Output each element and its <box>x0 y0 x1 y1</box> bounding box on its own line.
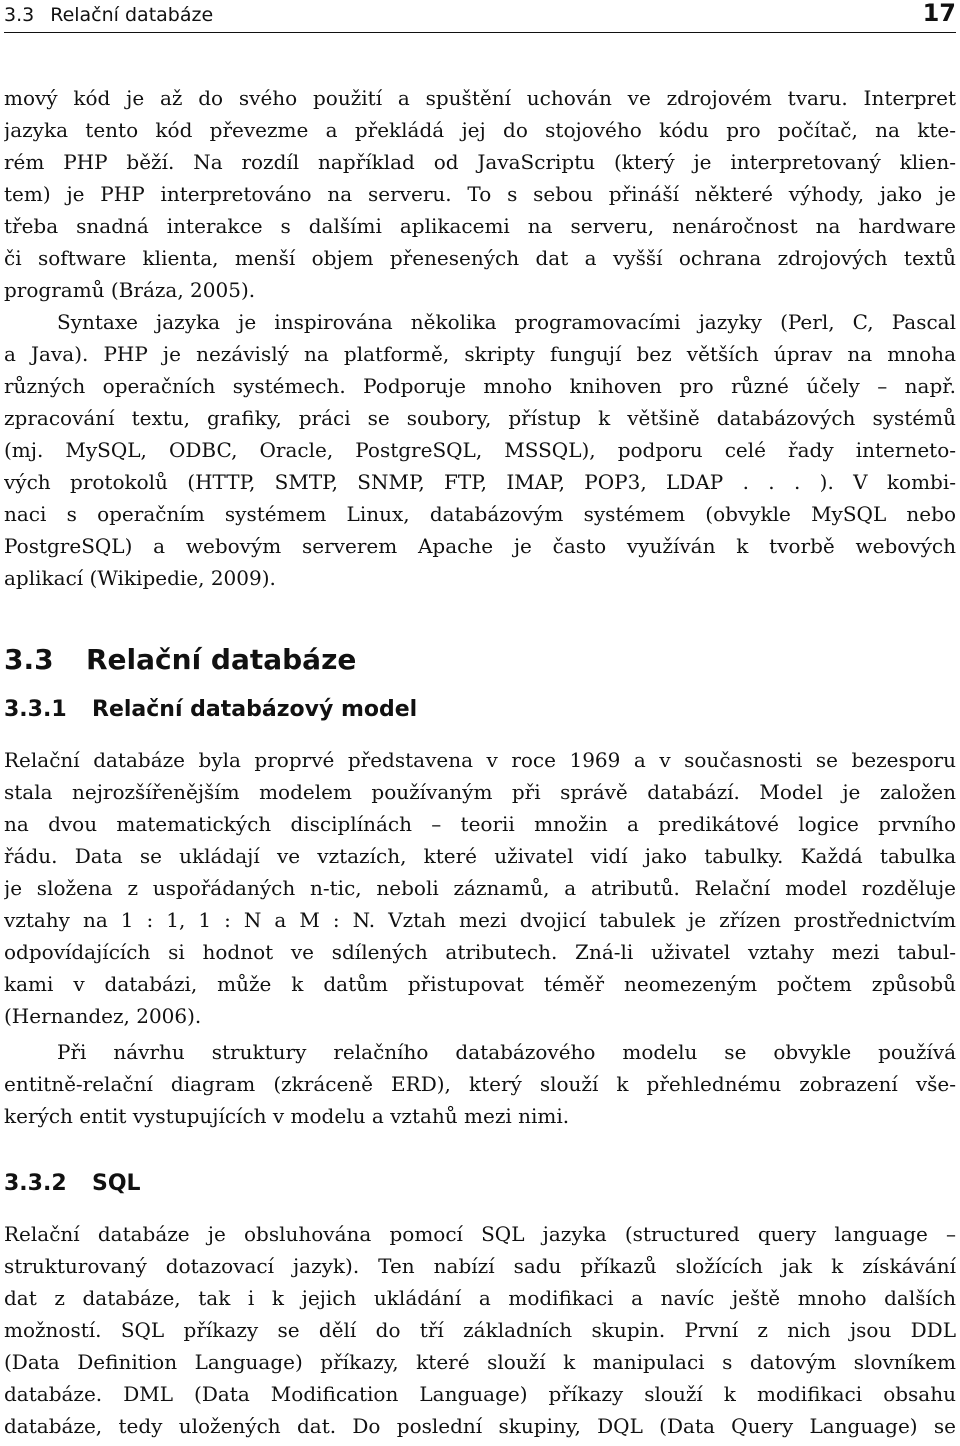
paragraph-line: mový kód je až do svého použití a spuštění uchován ve zdrojovém tvaru. Interpret <box>4 86 956 110</box>
paragraph-line: Relační databáze je obsluhována pomocí SQL jazyka (structured query language – <box>4 1222 956 1246</box>
paragraph-line: vých protokolů (HTTP, SMTP, SNMP, FTP, IMAP, POP3, LDAP . . . ). V kombi- <box>4 470 956 494</box>
paragraph-line: je složena z uspořádaných n-tic, neboli záznamů, a atributů. Relační model rozděluje <box>4 876 956 900</box>
section-title: Relační databáze <box>86 643 357 676</box>
section-heading <box>4 638 956 682</box>
paragraph-line: databáze, tedy uložených dat. Do poslední skupiny, DQL (Data Query Language) se <box>4 1414 956 1438</box>
paragraph-line: (Hernandez, 2006). <box>4 1004 202 1028</box>
paragraph-line: naci s operačním systémem Linux, databázovým systémem (obvykle MySQL nebo <box>4 502 956 526</box>
subsection-number: 3.3.1 <box>4 697 67 722</box>
paragraph-line: stala nejrozšířenějším modelem používaným při správě databází. Model je založen <box>4 780 956 804</box>
running-header-section-number: 3.3 <box>4 4 35 26</box>
paragraph-line: databáze. DML (Data Modification Language) příkazy slouží k modifikaci obsahu <box>4 1382 956 1406</box>
running-header-section-title: Relační databáze <box>50 4 214 26</box>
running-header <box>4 2 956 33</box>
paragraph-line: řádu. Data se ukládají ve vztazích, které uživatel vidí jako tabulky. Každá tabulka <box>4 844 956 868</box>
paragraph-line: třeba snadná interakce s dalšími aplikacemi na serveru, nenáročnost na hardware <box>4 214 956 238</box>
paragraph-line: strukturovaný dotazovací jazyk). Ten nabízí sadu příkazů složících jak k získávání <box>4 1254 956 1278</box>
paragraph-line: Relační databáze byla proprvé představena v roce 1969 a v současnosti se bezesporu <box>4 748 956 772</box>
paragraph-line: Při návrhu struktury relačního databázového modelu se obvykle používá <box>57 1040 956 1064</box>
paragraph-line: na dvou matematických disciplínách – teorii množin a predikátové logice prvního <box>4 812 956 836</box>
paragraph-line: kami v databázi, může k datům přistupovat téměř neomezeným počtem způsobů <box>4 972 956 996</box>
paragraph-line: rém PHP běží. Na rozdíl například od JavaScriptu (který je interpretovaný klien- <box>4 150 956 174</box>
paragraph-line: zpracování textu, grafiky, práci se soubory, přístup k většině databázových systémů <box>4 406 956 430</box>
paragraph-line: různých operačních systémech. Podporuje mnoho knihoven pro různé účely – např. <box>4 374 956 398</box>
paragraph-line: PostgreSQL) a webovým serverem Apache je často využíván k tvorbě webových <box>4 534 956 558</box>
paragraph-line: (mj. MySQL, ODBC, Oracle, PostgreSQL, MSSQL), podporu celé řady interneto- <box>4 438 956 462</box>
section-number: 3.3 <box>4 643 54 676</box>
paragraph-line: tem) je PHP interpretováno na serveru. To s sebou přináší některé výhody, jako je <box>4 182 956 206</box>
paragraph-line: možností. SQL příkazy se dělí do tří základních skupin. První z nich jsou DDL <box>4 1318 956 1342</box>
subsection-title: Relační databázový model <box>92 697 418 722</box>
paragraph-line: či software klienta, menší objem přenesených dat a vyšší ochrana zdrojových textů <box>4 246 956 270</box>
running-header-section <box>4 2 213 28</box>
subsection-heading <box>4 1168 956 1200</box>
paragraph-line: programů (Bráza, 2005). <box>4 278 256 302</box>
paragraph-line: a Java). PHP je nezávislý na platformě, skripty fungují bez větších úprav na mnoha <box>4 342 956 366</box>
paragraph-line: odpovídajících si hodnot ve sdílených atributech. Zná-li uživatel vztahy mezi tabul- <box>4 940 956 964</box>
paragraph-line: Syntaxe jazyka je inspirována několika programovacími jazyky (Perl, C, Pascal <box>57 310 956 334</box>
paragraph-line: (Data Definition Language) příkazy, které slouží k manipulaci s datovým slovníkem <box>4 1350 956 1374</box>
paragraph-line: entitně-relační diagram (zkráceně ERD), který slouží k přehlednému zobrazení vše- <box>4 1072 956 1096</box>
subsection-heading <box>4 694 956 726</box>
paragraph-line: jazyka tento kód převezme a překládá jej do stojového kódu pro počítač, na kte- <box>4 118 956 142</box>
subsection-number: 3.3.2 <box>4 1171 67 1196</box>
page-number: 17 <box>922 0 956 27</box>
paragraph-line: kerých entit vystupujících v modelu a vztahů mezi nimi. <box>4 1104 570 1128</box>
paragraph-line: vztahy na 1 : 1, 1 : N a M : N. Vztah mezi dvojicí tabulek je zřízen prostřednictvím <box>4 908 956 932</box>
paragraph-line: aplikací (Wikipedie, 2009). <box>4 566 276 590</box>
paragraph-line: dat z databáze, tak i k jejich ukládání a modifikaci a navíc ještě mnoho dalších <box>4 1286 956 1310</box>
subsection-title: SQL <box>92 1171 141 1196</box>
